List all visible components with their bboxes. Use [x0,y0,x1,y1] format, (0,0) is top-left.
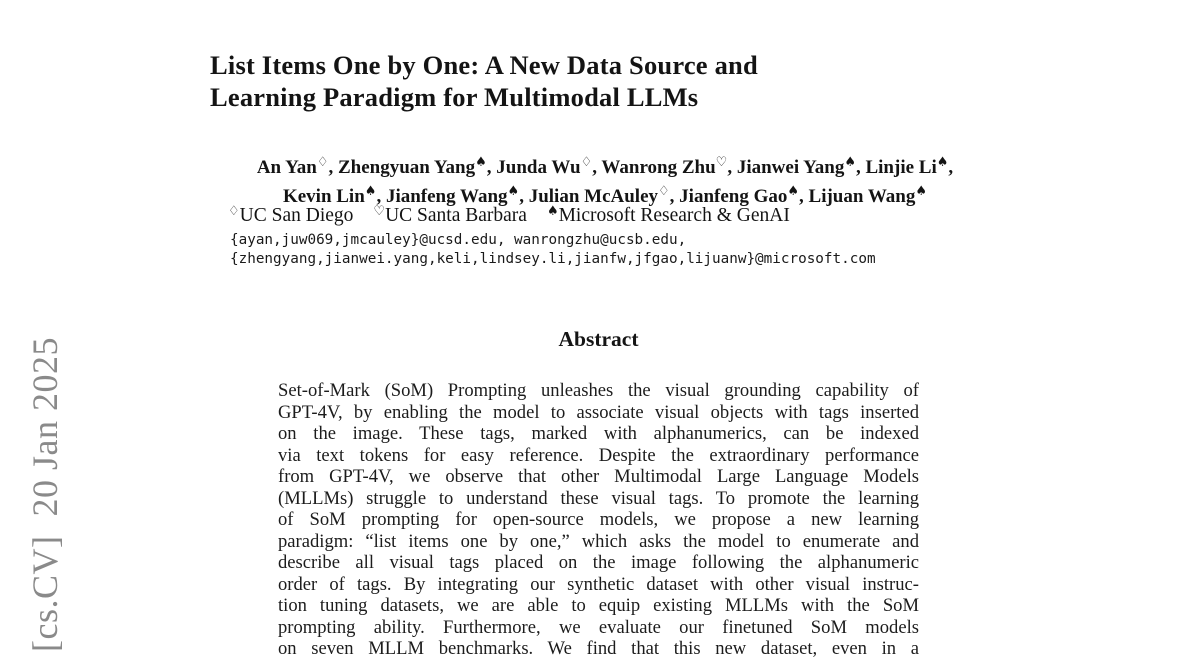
author-name: Kevin Lin [282,185,365,207]
paper-title [210,49,758,113]
author-name: , Wanrong Zhu [592,157,716,178]
abstract-text [278,380,919,660]
abstract-line: from GPT-4V, we observe that other Multimodal Large Language Models [278,466,919,487]
author-affiliation-symbol: ♡ [715,155,728,170]
author-affiliation-symbol: ♢ [316,155,329,170]
author-affiliation-symbol: ♠ [915,183,928,199]
abstract-line: on seven MLLM benchmarks. We find that this new dataset, even in a [278,638,919,659]
affiliation-item [547,205,790,226]
affiliation-item [228,205,353,226]
author-line-2 [200,180,1010,209]
abstract-line: Set-of-Mark (SoM) Prompting unleashes the visual grounding capability of [278,380,919,401]
author-affiliation-symbol: ♠ [364,183,377,199]
author-affiliation-symbol: ♠ [507,183,520,199]
affiliations [228,205,790,227]
email-line: {zhengyang,jianwei.yang,keli,lindsey.li,jianfw,jfgao,lijuanw}@microsoft.com [230,250,876,267]
author-affiliation-symbol: ♠ [936,155,949,170]
email-line: {ayan,juw069,jmcauley}@ucsd.edu, wanrongzhu@ucsb.edu, [230,232,687,248]
affiliation-name: UC Santa Barbara [385,205,527,226]
affiliation-item [373,205,527,226]
author-name: , Jianwei Yang [727,157,845,178]
author-name: , Jianfeng Gao [669,185,788,207]
abstract-line: (MLLMs) struggle to understand these visual tags. To promote the learning [278,487,919,509]
author-name: An Yan [256,157,317,178]
author-name: , Julian McAuley [519,185,659,207]
paper-title-line1: List Items One by One: A New Data Source and [210,50,758,80]
abstract-line: of SoM prompting for open-source models, we propose a new learning [278,509,919,530]
abstract-line: on the image. These tags, marked with alphanumerics, can be indexed [278,423,919,444]
abstract-line: paradigm: “list items one by one,” which asks the model to enumerate and [278,530,919,552]
affiliation-name: UC San Diego [239,205,354,226]
affiliation-symbol: ♡ [373,204,386,219]
author-list [200,151,1010,208]
affiliation-name: Microsoft Research & GenAI [558,205,790,226]
abstract-heading: Abstract [558,327,639,351]
author-affiliation-symbol: ♠ [475,155,487,170]
abstract-line: prompting ability. Furthermore, we evaluate our finetuned SoM models [278,616,919,638]
arxiv-stamp: [cs.CV] 20 Jan 2025 [25,337,65,652]
abstract-line: order of tags. By integrating our synthetic dataset with other visual instruc- [278,573,919,595]
abstract-line: via text tokens for easy reference. Despite the extraordinary performance [278,444,919,466]
author-affiliation-symbol: ♢ [580,155,593,170]
abstract-line: GPT-4V, by enabling the model to associate visual objects with tags inserted [278,401,919,423]
author-name: , Jianfeng Wang [376,185,508,207]
abstract-line: tion tuning datasets, we are able to equip existing MLLMs with the SoM [278,595,919,616]
author-line-1 [200,151,1010,180]
author-affiliation-symbol: ♢ [658,183,670,199]
author-affiliation-symbol: ♠ [844,155,856,170]
affiliation-symbol: ♠ [546,204,559,219]
abstract-line: describe all visual tags placed on the image following the alphanumeric [278,552,919,573]
author-name: , Junda Wu [486,157,581,178]
author-name: , [948,157,954,178]
author-name: , Linjie Li [855,157,937,178]
author-affiliation-symbol: ♠ [787,183,800,199]
affiliation-symbol: ♢ [228,204,240,219]
author-name: , Lijuan Wang [799,185,916,207]
author-name: , Zhengyuan Yang [328,157,476,178]
paper-title-line2: Learning Paradigm for Multimodal LLMs [210,82,699,112]
email-block [230,231,876,268]
